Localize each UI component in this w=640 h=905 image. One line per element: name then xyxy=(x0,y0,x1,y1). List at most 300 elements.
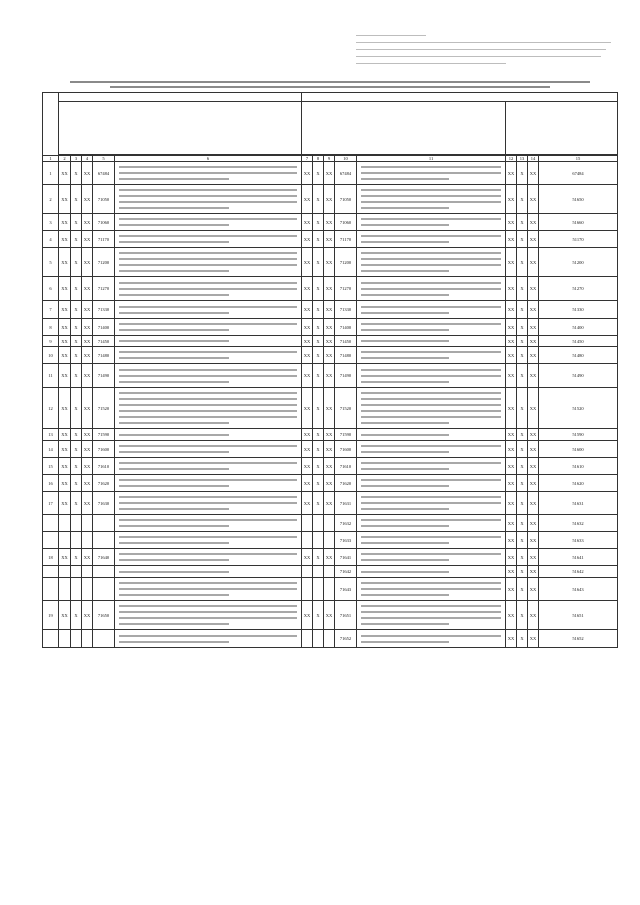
code-cell: XX xyxy=(528,277,539,301)
district-expense-name-cell xyxy=(357,277,506,301)
code-cell: X xyxy=(71,429,82,441)
code-cell: 71651 xyxy=(335,601,357,630)
code-cell: XX xyxy=(506,475,517,492)
local-expense-name-cell xyxy=(115,319,302,336)
code-cell: XX xyxy=(302,162,313,185)
code-cell xyxy=(82,532,93,549)
column-number: 14 xyxy=(528,156,539,162)
code-cell: XX xyxy=(302,277,313,301)
code-cell: XX xyxy=(506,532,517,549)
code-cell: 71400 xyxy=(93,319,115,336)
code-cell: 71620 xyxy=(93,475,115,492)
document-subtitle xyxy=(40,79,620,91)
code-cell: X xyxy=(517,601,528,630)
district-expense-name-cell xyxy=(357,601,506,630)
code-cell: 71640 xyxy=(93,549,115,566)
code-cell: XX xyxy=(506,277,517,301)
table-row xyxy=(43,458,618,475)
code-cell: X xyxy=(71,492,82,515)
code-cell: 51170 xyxy=(539,231,618,248)
code-cell: X xyxy=(71,364,82,388)
district-expense-name-cell xyxy=(357,185,506,214)
table-row xyxy=(43,185,618,214)
code-cell: X xyxy=(517,549,528,566)
code-cell: 51520 xyxy=(539,388,618,429)
code-cell xyxy=(93,630,115,648)
code-cell: X xyxy=(313,441,324,458)
code-cell: X xyxy=(313,388,324,429)
code-cell: XX xyxy=(82,231,93,248)
row-number-cell xyxy=(43,532,59,549)
code-cell: XX xyxy=(82,185,93,214)
code-cell: XX xyxy=(324,441,335,458)
code-cell: XX xyxy=(82,364,93,388)
code-cell: X xyxy=(71,441,82,458)
code-cell: XX xyxy=(324,185,335,214)
code-cell: 51633 xyxy=(539,532,618,549)
code-cell: XX xyxy=(59,364,71,388)
code-cell xyxy=(71,566,82,578)
code-cell xyxy=(313,630,324,648)
code-cell: 71200 xyxy=(93,248,115,277)
local-expense-name-cell xyxy=(115,277,302,301)
district-expense-name-cell xyxy=(357,441,506,458)
code-cell: X xyxy=(313,214,324,231)
code-cell: XX xyxy=(302,347,313,364)
row-number-cell: 16 xyxy=(43,475,59,492)
code-cell xyxy=(324,566,335,578)
code-cell xyxy=(93,578,115,601)
code-cell: XX xyxy=(82,475,93,492)
code-cell xyxy=(82,578,93,601)
row-number-cell: 11 xyxy=(43,364,59,388)
row-number-cell: 1 xyxy=(43,162,59,185)
code-cell: X xyxy=(313,301,324,319)
row-number-cell xyxy=(43,515,59,532)
code-cell: X xyxy=(517,458,528,475)
column-number: 13 xyxy=(517,156,528,162)
district-expense-name-cell xyxy=(357,549,506,566)
code-cell: XX xyxy=(324,347,335,364)
row-number-cell: 3 xyxy=(43,214,59,231)
table-row xyxy=(43,231,618,248)
code-cell: XX xyxy=(324,162,335,185)
code-cell xyxy=(302,630,313,648)
code-cell: XX xyxy=(506,601,517,630)
district-expense-name-cell xyxy=(357,578,506,601)
code-cell: XX xyxy=(324,388,335,429)
code-cell: XX xyxy=(324,319,335,336)
code-cell: XX xyxy=(324,458,335,475)
column-number: 9 xyxy=(324,156,335,162)
column-number: 10 xyxy=(335,156,357,162)
code-cell: XX xyxy=(506,429,517,441)
code-cell: XX xyxy=(302,549,313,566)
table-row xyxy=(43,601,618,630)
header-local-expenses xyxy=(59,102,302,155)
code-cell: XX xyxy=(324,214,335,231)
table-row xyxy=(43,549,618,566)
code-cell: XX xyxy=(506,515,517,532)
code-cell: XX xyxy=(302,214,313,231)
document-title xyxy=(40,68,620,77)
code-cell: XX xyxy=(528,185,539,214)
code-cell: 71270 xyxy=(335,277,357,301)
row-number-cell xyxy=(43,566,59,578)
code-cell xyxy=(71,630,82,648)
code-cell: XX xyxy=(82,214,93,231)
code-cell: XX xyxy=(59,441,71,458)
row-number-cell: 4 xyxy=(43,231,59,248)
header-row-number xyxy=(43,93,59,156)
code-cell xyxy=(82,515,93,532)
local-expense-name-cell xyxy=(115,630,302,648)
code-cell: 67484 xyxy=(335,162,357,185)
district-expense-name-cell xyxy=(357,301,506,319)
code-cell: 71600 xyxy=(93,441,115,458)
column-number: 11 xyxy=(357,156,506,162)
code-cell: XX xyxy=(302,475,313,492)
code-cell: XX xyxy=(528,549,539,566)
code-cell: X xyxy=(313,248,324,277)
code-cell: 71060 xyxy=(93,214,115,231)
code-cell: 71641 xyxy=(335,549,357,566)
local-expense-name-cell xyxy=(115,515,302,532)
row-number-cell: 14 xyxy=(43,441,59,458)
code-cell: XX xyxy=(528,319,539,336)
column-number: 5 xyxy=(93,156,115,162)
code-cell: XX xyxy=(324,277,335,301)
code-cell: XX xyxy=(528,214,539,231)
code-cell: XX xyxy=(59,458,71,475)
code-cell: X xyxy=(313,458,324,475)
code-cell: XX xyxy=(506,441,517,458)
code-cell: XX xyxy=(324,429,335,441)
district-expense-name-cell xyxy=(357,214,506,231)
code-cell: X xyxy=(517,231,528,248)
code-cell: X xyxy=(517,515,528,532)
code-cell: 71620 xyxy=(335,475,357,492)
code-cell: X xyxy=(313,319,324,336)
code-cell: 51590 xyxy=(539,429,618,441)
code-cell: 71330 xyxy=(93,301,115,319)
code-cell: XX xyxy=(528,566,539,578)
code-cell: XX xyxy=(59,388,71,429)
code-cell: 71643 xyxy=(335,578,357,601)
code-cell: 51600 xyxy=(539,441,618,458)
code-cell: X xyxy=(71,336,82,347)
code-cell: XX xyxy=(528,532,539,549)
code-cell: XX xyxy=(302,364,313,388)
code-cell: 51631 xyxy=(539,492,618,515)
code-cell: X xyxy=(313,231,324,248)
code-cell: XX xyxy=(506,231,517,248)
code-cell: XX xyxy=(59,549,71,566)
code-cell: XX xyxy=(528,515,539,532)
code-cell: X xyxy=(71,162,82,185)
code-cell: 67484 xyxy=(539,162,618,185)
code-cell xyxy=(71,532,82,549)
code-cell: XX xyxy=(528,248,539,277)
district-expense-name-cell xyxy=(357,319,506,336)
code-cell: XX xyxy=(59,162,71,185)
table-row xyxy=(43,347,618,364)
code-cell: 71480 xyxy=(335,347,357,364)
code-cell: X xyxy=(517,429,528,441)
code-cell: X xyxy=(71,388,82,429)
code-cell: X xyxy=(313,492,324,515)
code-cell xyxy=(59,566,71,578)
code-cell xyxy=(302,515,313,532)
code-cell: XX xyxy=(528,301,539,319)
code-cell: XX xyxy=(324,336,335,347)
code-cell: XX xyxy=(528,492,539,515)
code-cell: X xyxy=(517,214,528,231)
table-row xyxy=(43,578,618,601)
district-expense-name-cell xyxy=(357,458,506,475)
row-number-cell: 6 xyxy=(43,277,59,301)
code-cell: X xyxy=(71,319,82,336)
table-row xyxy=(43,492,618,515)
code-cell: XX xyxy=(82,301,93,319)
district-expense-name-cell xyxy=(357,388,506,429)
code-cell: XX xyxy=(82,347,93,364)
code-cell xyxy=(71,515,82,532)
code-cell: XX xyxy=(302,301,313,319)
code-cell: XX xyxy=(506,347,517,364)
local-expense-name-cell xyxy=(115,248,302,277)
district-expense-name-cell xyxy=(357,566,506,578)
row-number-cell: 8 xyxy=(43,319,59,336)
row-number-cell xyxy=(43,630,59,648)
column-number: 7 xyxy=(302,156,313,162)
code-cell xyxy=(302,578,313,601)
code-cell: X xyxy=(517,364,528,388)
code-cell: 67484 xyxy=(93,162,115,185)
code-cell: 71590 xyxy=(93,429,115,441)
row-number-cell: 12 xyxy=(43,388,59,429)
code-cell: XX xyxy=(324,475,335,492)
row-number-cell: 13 xyxy=(43,429,59,441)
code-cell: XX xyxy=(528,429,539,441)
code-cell: X xyxy=(71,458,82,475)
code-cell: X xyxy=(71,347,82,364)
code-cell: 51641 xyxy=(539,549,618,566)
code-cell: XX xyxy=(302,492,313,515)
code-cell: X xyxy=(71,277,82,301)
code-cell: XX xyxy=(528,336,539,347)
code-cell: 71590 xyxy=(335,429,357,441)
correspondence-table xyxy=(42,92,618,648)
code-cell: 71632 xyxy=(335,515,357,532)
code-cell xyxy=(313,566,324,578)
code-cell: 51652 xyxy=(539,630,618,648)
code-cell: XX xyxy=(59,492,71,515)
code-cell: X xyxy=(313,336,324,347)
code-cell: X xyxy=(71,475,82,492)
column-number: 4 xyxy=(82,156,93,162)
code-cell: XX xyxy=(302,388,313,429)
code-cell xyxy=(93,515,115,532)
table-row xyxy=(43,319,618,336)
code-cell: XX xyxy=(302,248,313,277)
code-cell: 71330 xyxy=(335,301,357,319)
code-cell: XX xyxy=(82,549,93,566)
code-cell: 71642 xyxy=(335,566,357,578)
local-expense-name-cell xyxy=(115,566,302,578)
code-cell xyxy=(302,566,313,578)
code-cell: XX xyxy=(59,429,71,441)
code-cell: XX xyxy=(506,630,517,648)
code-cell: 71050 xyxy=(93,185,115,214)
code-cell: 71610 xyxy=(335,458,357,475)
code-cell: X xyxy=(313,364,324,388)
code-cell: XX xyxy=(302,185,313,214)
table-row xyxy=(43,248,618,277)
code-cell: XX xyxy=(506,549,517,566)
local-expense-name-cell xyxy=(115,364,302,388)
code-cell: X xyxy=(517,578,528,601)
code-cell: X xyxy=(517,301,528,319)
code-cell: XX xyxy=(59,601,71,630)
code-cell: X xyxy=(71,601,82,630)
code-cell: XX xyxy=(82,429,93,441)
code-cell: X xyxy=(517,388,528,429)
code-cell xyxy=(93,566,115,578)
table-row xyxy=(43,388,618,429)
code-cell: X xyxy=(313,347,324,364)
code-cell: X xyxy=(71,549,82,566)
code-cell: 51632 xyxy=(539,515,618,532)
code-cell: 71633 xyxy=(335,532,357,549)
code-cell: XX xyxy=(59,475,71,492)
row-number-cell: 17 xyxy=(43,492,59,515)
code-cell: XX xyxy=(506,388,517,429)
code-cell: 51642 xyxy=(539,566,618,578)
code-cell: XX xyxy=(324,601,335,630)
code-cell: X xyxy=(313,277,324,301)
code-cell: 71610 xyxy=(93,458,115,475)
code-cell: 51490 xyxy=(539,364,618,388)
code-cell: XX xyxy=(506,566,517,578)
code-cell: X xyxy=(517,492,528,515)
code-cell xyxy=(59,515,71,532)
code-cell: XX xyxy=(506,336,517,347)
code-cell: X xyxy=(71,231,82,248)
code-cell xyxy=(59,578,71,601)
code-cell xyxy=(324,578,335,601)
row-number-cell: 19 xyxy=(43,601,59,630)
table-body xyxy=(43,162,618,648)
code-cell: X xyxy=(71,248,82,277)
code-cell: XX xyxy=(324,492,335,515)
table-row xyxy=(43,214,618,231)
code-cell: 51620 xyxy=(539,475,618,492)
column-number: 2 xyxy=(59,156,71,162)
code-cell: X xyxy=(313,549,324,566)
row-number-cell: 15 xyxy=(43,458,59,475)
code-cell: XX xyxy=(324,248,335,277)
code-cell: 71170 xyxy=(335,231,357,248)
district-expense-name-cell xyxy=(357,231,506,248)
code-cell: 71270 xyxy=(93,277,115,301)
code-cell: XX xyxy=(59,336,71,347)
district-expense-name-cell xyxy=(357,347,506,364)
header-local-budget xyxy=(59,93,302,102)
code-cell xyxy=(302,532,313,549)
code-cell: 71200 xyxy=(335,248,357,277)
column-number: 8 xyxy=(313,156,324,162)
code-cell xyxy=(59,532,71,549)
local-expense-name-cell xyxy=(115,301,302,319)
code-cell: XX xyxy=(528,231,539,248)
code-cell: X xyxy=(313,475,324,492)
code-cell: XX xyxy=(506,364,517,388)
table-row xyxy=(43,301,618,319)
code-cell: 71520 xyxy=(335,388,357,429)
local-expense-name-cell xyxy=(115,185,302,214)
local-expense-name-cell xyxy=(115,347,302,364)
code-cell: XX xyxy=(82,601,93,630)
code-cell: X xyxy=(517,336,528,347)
code-cell: X xyxy=(517,248,528,277)
code-cell: 71400 xyxy=(335,319,357,336)
table-row xyxy=(43,515,618,532)
code-cell xyxy=(324,630,335,648)
code-cell: 51651 xyxy=(539,601,618,630)
appendix-note xyxy=(356,30,618,65)
code-cell: 51400 xyxy=(539,319,618,336)
local-expense-name-cell xyxy=(115,532,302,549)
code-cell: X xyxy=(517,185,528,214)
code-cell: 51643 xyxy=(539,578,618,601)
local-expense-name-cell xyxy=(115,429,302,441)
local-expense-name-cell xyxy=(115,601,302,630)
code-cell: X xyxy=(517,277,528,301)
row-number-cell: 5 xyxy=(43,248,59,277)
code-cell: XX xyxy=(528,601,539,630)
local-expense-name-cell xyxy=(115,578,302,601)
row-number-cell: 9 xyxy=(43,336,59,347)
local-expense-name-cell xyxy=(115,162,302,185)
code-cell: X xyxy=(313,429,324,441)
code-cell: XX xyxy=(302,458,313,475)
code-cell: XX xyxy=(528,475,539,492)
code-cell xyxy=(82,630,93,648)
code-cell xyxy=(82,566,93,578)
code-cell: XX xyxy=(59,319,71,336)
code-cell: XX xyxy=(528,162,539,185)
column-number: 1 xyxy=(43,156,59,162)
code-cell: 51660 xyxy=(539,214,618,231)
column-number: 3 xyxy=(71,156,82,162)
code-cell: 71490 xyxy=(93,364,115,388)
code-cell: 71060 xyxy=(335,214,357,231)
district-expense-name-cell xyxy=(357,475,506,492)
code-cell: 51200 xyxy=(539,248,618,277)
code-cell: XX xyxy=(528,578,539,601)
district-expense-name-cell xyxy=(357,429,506,441)
table-row xyxy=(43,336,618,347)
code-cell: X xyxy=(517,319,528,336)
local-expense-name-cell xyxy=(115,231,302,248)
table-row xyxy=(43,429,618,441)
district-expense-name-cell xyxy=(357,248,506,277)
code-cell: X xyxy=(71,185,82,214)
code-cell: XX xyxy=(82,162,93,185)
header-transfers xyxy=(506,102,618,155)
row-number-cell: 2 xyxy=(43,185,59,214)
